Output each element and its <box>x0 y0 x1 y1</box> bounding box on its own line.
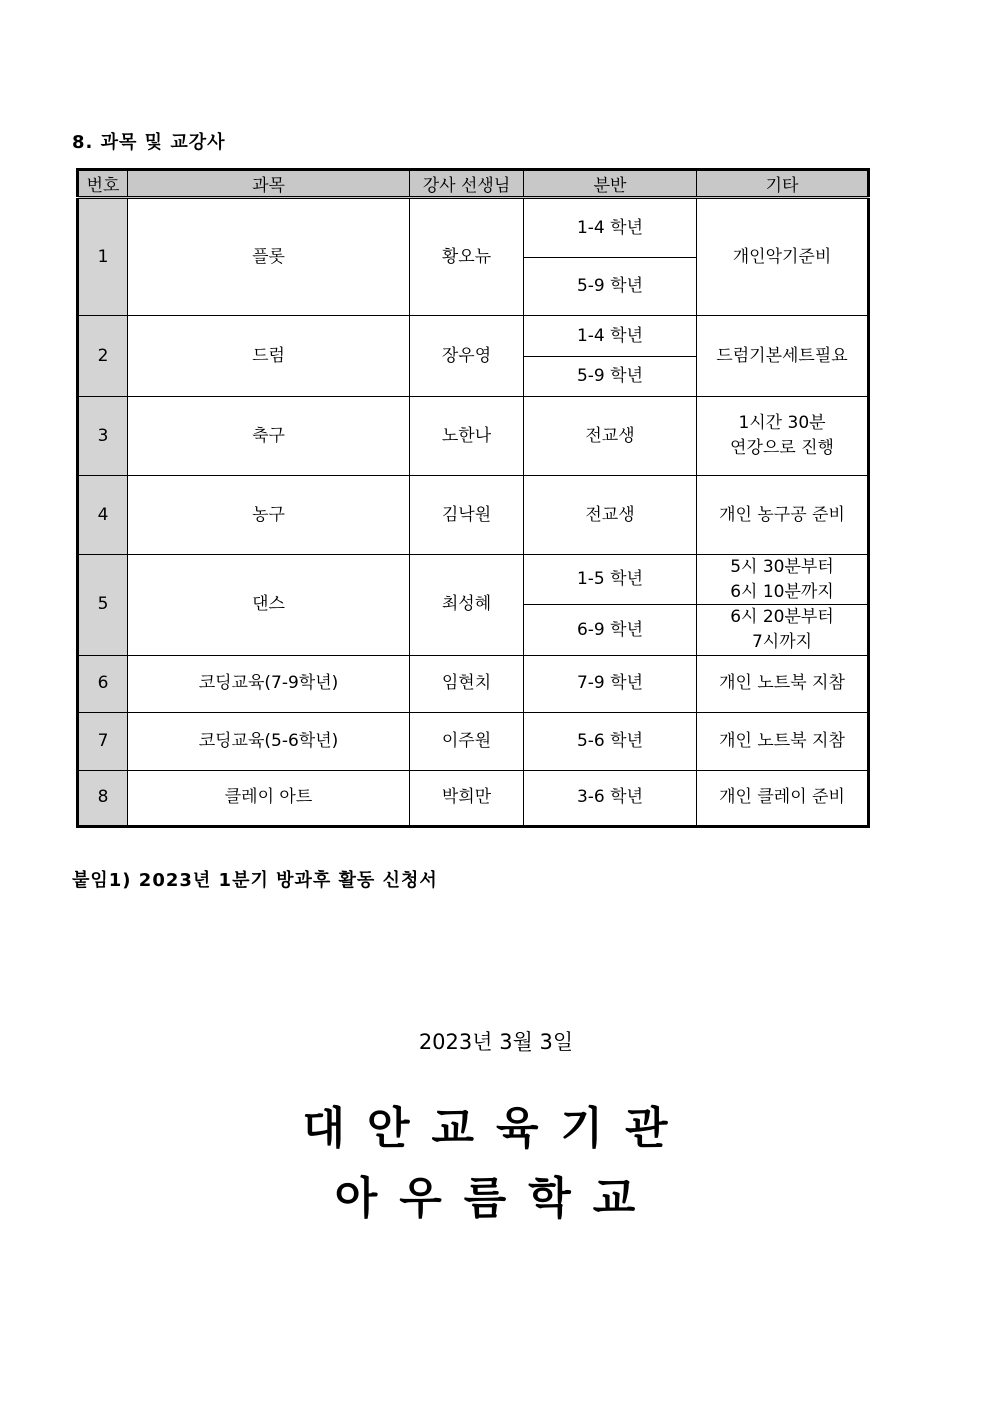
row-number: 6 <box>78 655 128 712</box>
note-line: 6시 20분부터 <box>730 607 834 628</box>
organization-name: 대안교육기관 <box>302 1103 690 1154</box>
header-subject: 과목 <box>128 170 410 198</box>
row-subject: 드럼 <box>128 316 410 397</box>
header-class: 분반 <box>524 170 697 198</box>
row-note <box>697 555 869 605</box>
row-class: 1-4 학년 <box>524 198 697 258</box>
section-title: 8. 과목 및 교강사 <box>72 132 226 153</box>
attachment-note: 붙임1) 2023년 1분기 방과후 활동 신청서 <box>72 870 438 891</box>
row-class: 전교생 <box>524 397 697 476</box>
row-subject: 클레이 아트 <box>128 770 410 826</box>
row-class: 6-9 학년 <box>524 605 697 655</box>
row-note: 개인 농구공 준비 <box>697 476 869 555</box>
row-number: 7 <box>78 712 128 770</box>
note-line: 연강으로 진행 <box>730 438 834 458</box>
row-note <box>697 397 869 476</box>
row-subject: 코딩교육(5-6학년) <box>128 712 410 770</box>
row-number: 2 <box>78 316 128 397</box>
row-number: 5 <box>78 555 128 656</box>
row-class: 1-4 학년 <box>524 316 697 357</box>
document-date: 2023년 3월 3일 <box>418 1030 574 1054</box>
row-class: 3-6 학년 <box>524 770 697 826</box>
row-class: 5-9 학년 <box>524 258 697 316</box>
table-row <box>78 712 869 770</box>
courses-table <box>76 168 870 828</box>
row-note: 개인 노트북 지참 <box>697 712 869 770</box>
table-row <box>78 476 869 555</box>
row-class: 5-6 학년 <box>524 712 697 770</box>
row-teacher: 이주원 <box>410 712 524 770</box>
table-row <box>78 198 869 258</box>
row-teacher: 장우영 <box>410 316 524 397</box>
table-row <box>78 397 869 476</box>
row-subject: 축구 <box>128 397 410 476</box>
row-teacher: 임현치 <box>410 655 524 712</box>
row-class: 1-5 학년 <box>524 555 697 605</box>
row-number: 4 <box>78 476 128 555</box>
header-number: 번호 <box>78 170 128 198</box>
note-line: 6시 10분까지 <box>730 581 834 602</box>
row-subject: 농구 <box>128 476 410 555</box>
row-subject: 댄스 <box>128 555 410 656</box>
row-teacher: 박희만 <box>410 770 524 826</box>
row-teacher: 노한나 <box>410 397 524 476</box>
row-class: 7-9 학년 <box>524 655 697 712</box>
row-number: 1 <box>78 198 128 316</box>
row-note: 드럼기본세트필요 <box>697 316 869 397</box>
row-number: 8 <box>78 770 128 826</box>
row-note: 개인 클레이 준비 <box>697 770 869 826</box>
row-teacher: 김낙원 <box>410 476 524 555</box>
note-line: 1시간 30분 <box>738 413 826 434</box>
row-note <box>697 605 869 655</box>
header-note: 기타 <box>697 170 869 198</box>
row-teacher: 최성혜 <box>410 555 524 656</box>
table-header-row <box>78 170 869 198</box>
note-line: 7시까지 <box>751 631 813 652</box>
row-subject: 코딩교육(7-9학년) <box>128 655 410 712</box>
note-line: 5시 30분부터 <box>730 557 834 577</box>
table-row <box>78 770 869 826</box>
header-teacher: 강사 선생님 <box>410 170 524 198</box>
table-row <box>78 316 869 357</box>
table-row <box>78 655 869 712</box>
row-teacher: 황오뉴 <box>410 198 524 316</box>
row-note: 개인악기준비 <box>697 198 869 316</box>
row-number: 3 <box>78 397 128 476</box>
row-class: 전교생 <box>524 476 697 555</box>
table-row <box>78 555 869 605</box>
row-subject: 플롯 <box>128 198 410 316</box>
row-note: 개인 노트북 지참 <box>697 655 869 712</box>
school-name: 아우름학교 <box>334 1173 658 1224</box>
row-class: 5-9 학년 <box>524 357 697 397</box>
